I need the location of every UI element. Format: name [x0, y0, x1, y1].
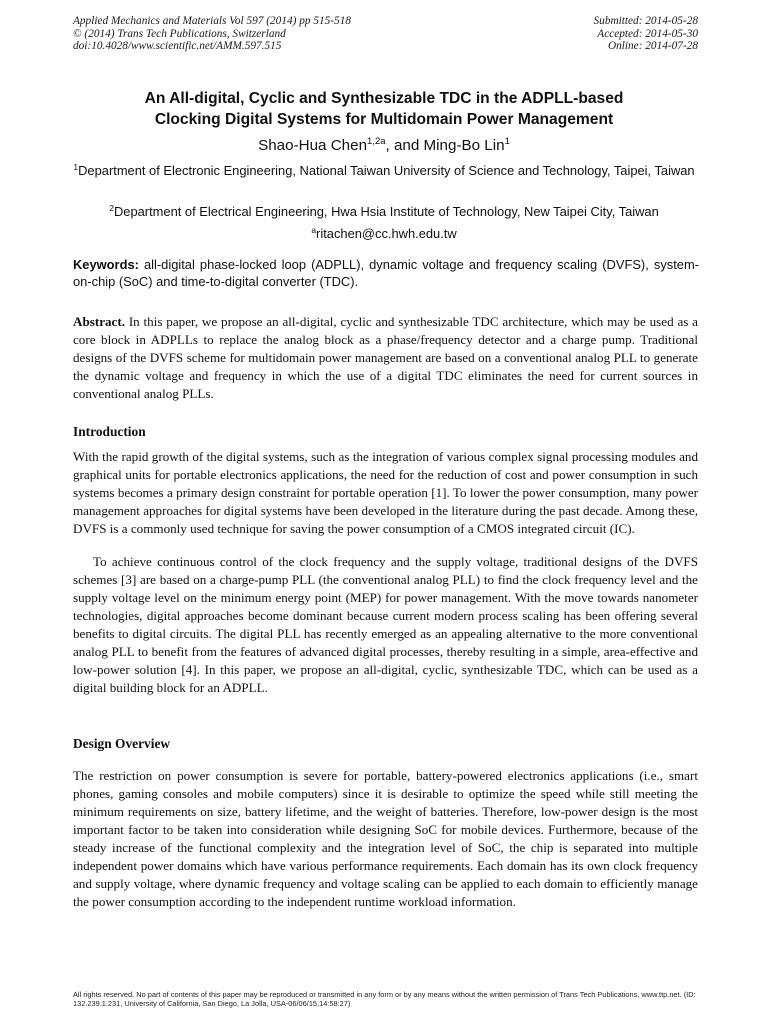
rights-footer: All rights reserved. No part of contents of this paper may be reproduced or transmitted in any form or by any means without the written permission of Trans Tech Publications, www.ttp.net. (ID: 132.239.1.231, University of California, San Diego, La Jolla, USA-06/06/15,14:58:27)	[73, 990, 696, 1008]
online-date: Online: 2014-07-28	[607, 40, 698, 52]
affiliation-1	[60, 163, 708, 180]
affiliation-2-mark: 2	[109, 203, 114, 213]
author-2-affiliation-mark: 1	[504, 136, 510, 147]
email-mark: a	[311, 225, 317, 235]
introduction-paragraph-2: To achieve continuous control of the clock frequency and the supply voltage, traditional designs of the DVFS schemes [3] are based on a charge-pump PLL (the conventional analog PLL) to find the clock frequency level and the supply voltage level on the minimum energy point (MEP) for power management. With the move towards nanometer technologies, digital approaches become dominant because current modern process scaling has been offering several benefits to digital circuits. The digital PLL has recently emerged as an appealing alternative to the more conventional analog PLL to benefit from the features of advanced digital processes, thereby resulting in a simple, area-effective and low-power solution [4]. In this paper, we propose an all-digital, cyclic, synthesizable TDC, which can be used as a digital building block for an ADPLL.	[73, 554, 698, 696]
keywords-label: Keywords:	[73, 257, 139, 272]
abstract-block	[73, 313, 698, 403]
accepted-date: Accepted: 2014-05-30	[597, 27, 698, 40]
affiliation-1-text: Department of Electronic Engineering, National Taiwan University of Science and Technology, Taipei, Taiwan	[78, 163, 695, 178]
introduction-heading: Introduction	[73, 424, 146, 439]
publication-dates	[478, 15, 698, 53]
keywords-block	[73, 257, 699, 291]
author-1-affiliation-mark: 1,2a	[367, 136, 386, 147]
journal-header	[73, 15, 493, 53]
affiliation-2-text: Department of Electrical Engineering, Hwa Hsia Institute of Technology, New Taipei City, Taiwan	[113, 204, 659, 219]
abstract-label: Abstract.	[73, 314, 125, 329]
affiliation-2	[60, 204, 708, 221]
submitted-date: Submitted: 2014-05-28	[593, 15, 698, 27]
copyright-line: © (2014) Trans Tech Publications, Switzerland	[73, 27, 286, 40]
design-overview-paragraph-1: The restriction on power consumption is severe for portable, battery-powered electronics applications (i.e., smart phones, gaming consoles and mobile computers) since it is desirable to optimize the speed while still meeting the minimum requirements on size, battery lifetime, and the weight of batteries. Therefore, low-power design is the most important factor to be taken into consideration while designing SoC for mobile devices. Furthermore, because of the steady increase of the functional complexity and the integration level of SoC, the chip is separated into multiple independent power domains which have various performance requirements. Each domain has its own clock frequency and supply voltage, where dynamic frequency and voltage scaling can be applied to each domain to efficiently manage the power consumption according to the independent runtime workload information.	[73, 768, 698, 910]
doi-link[interactable]: doi:10.4028/www.scientific.net/AMM.597.515	[73, 40, 282, 52]
email-address[interactable]: ritachen@cc.hwh.edu.tw	[316, 226, 457, 241]
author-1: Shao-Hua Chen	[258, 137, 368, 154]
author-2: , and Ming-Bo Lin	[385, 137, 505, 154]
title-line-1: An All-digital, Cyclic and Synthesizable TDC in the ADPLL-based	[144, 90, 624, 107]
abstract-text: In this paper, we propose an all-digital, cyclic and synthesizable TDC architecture, which may be used as a core block in ADPLLs to replace the analog block as a phase/frequency detector and a charge pump. Traditional designs of the DVFS scheme for multidomain power management are based on a conventional analog PLL to generate the dynamic voltage and frequency in which the use of a digital TDC eliminates the need for current sources in conventional analog PLLs.	[73, 314, 698, 402]
title-line-2: Clocking Digital Systems for Multidomain Power Management	[154, 111, 614, 128]
keywords-text: all-digital phase-locked loop (ADPLL), dynamic voltage and frequency scaling (DVFS), system-on-chip (SoC) and time-to-digital converter (TDC).	[73, 257, 699, 289]
author-list	[60, 137, 708, 155]
paper-title	[60, 88, 708, 130]
introduction-paragraph-1: With the rapid growth of the digital systems, such as the integration of various complex signal processing modules and graphical units for portable electronics applications, the need for the reduction of cost and power consumption in such systems becomes a primary design constraint for portable operation [1]. To lower the power consumption, many power management approaches for digital systems have been developed in the literature during the past decade. Among these, DVFS is a commonly used technique for saving the power consumption of a CMOS integrated circuit (IC).	[73, 449, 698, 537]
affiliation-1-mark: 1	[73, 162, 79, 172]
corresponding-email	[60, 226, 708, 243]
design-overview-heading: Design Overview	[73, 736, 171, 751]
journal-citation: Applied Mechanics and Materials Vol 597 (2014) pp 515-518	[73, 15, 351, 27]
